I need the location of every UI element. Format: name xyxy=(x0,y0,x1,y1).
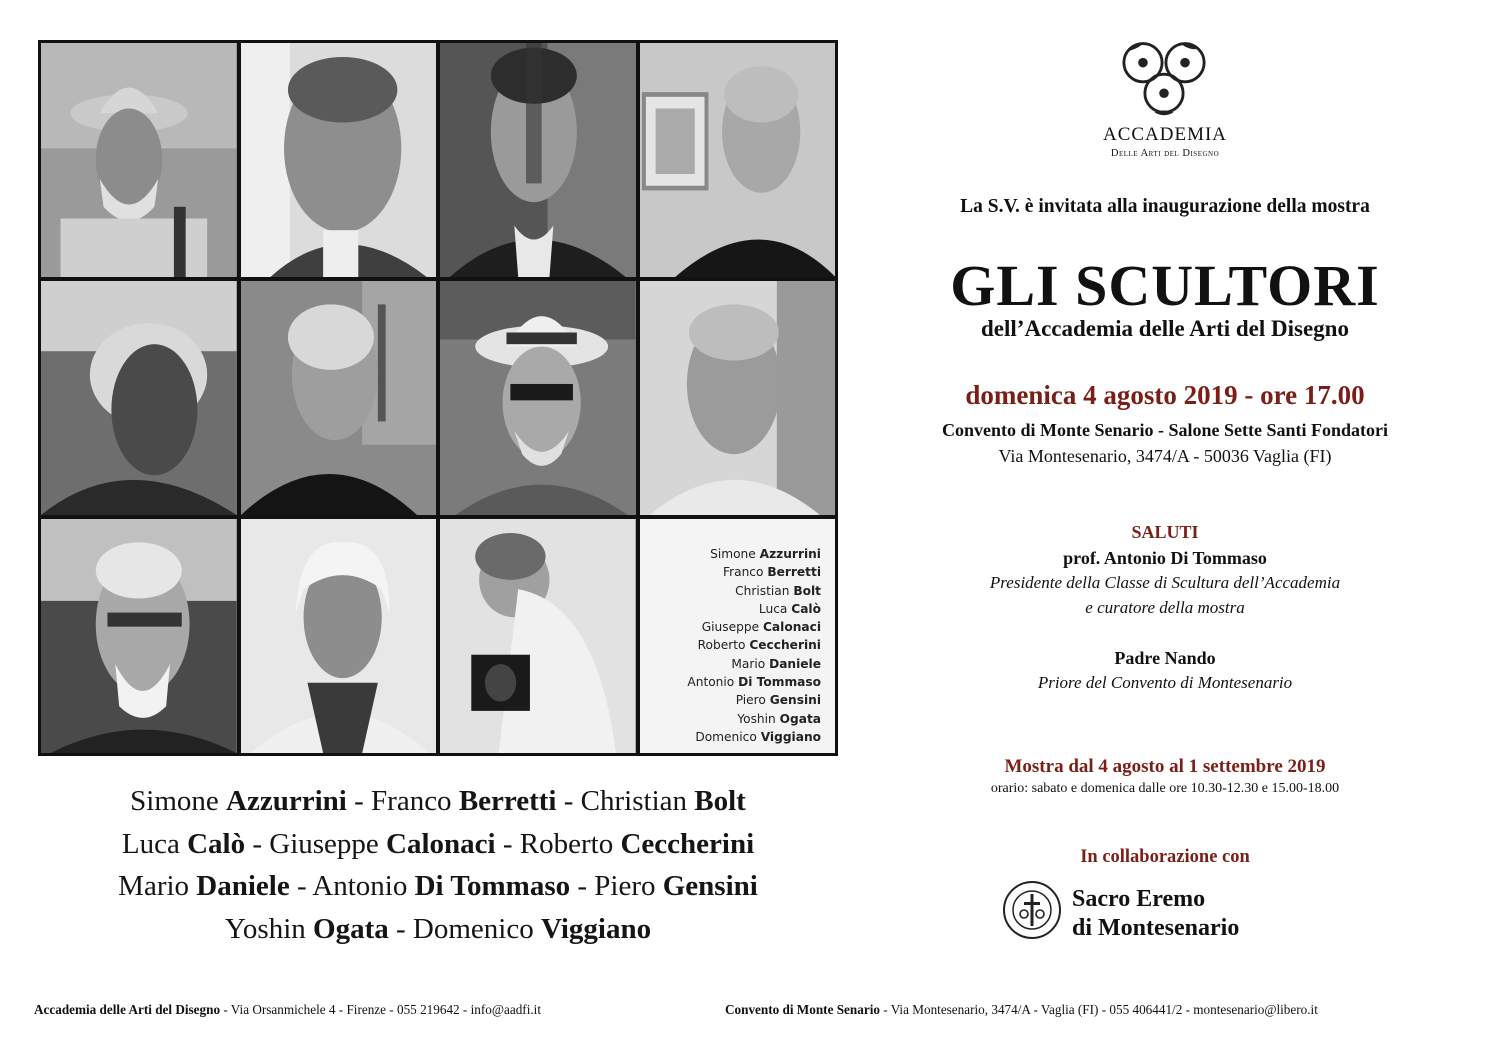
footer-org: Accademia delle Arti del Disegno xyxy=(34,1002,221,1017)
invitation-intro: La S.V. è invitata alla inaugurazione della mostra xyxy=(960,196,1370,217)
partner-name-cont: di Montesenario xyxy=(1072,915,1240,941)
artist-last-name: Berretti xyxy=(767,565,821,580)
collaboration-heading: In collaborazione con xyxy=(1080,847,1250,867)
opening-date: domenica 4 agosto 2019 - ore 17.00 xyxy=(965,380,1365,410)
portrait-photo xyxy=(241,519,437,753)
artist-name-item xyxy=(687,691,821,709)
roster-last-name: Azzurrini xyxy=(226,785,347,817)
portrait-photo xyxy=(440,43,636,277)
artist-first-name: Roberto xyxy=(697,638,746,653)
footer-org-details: - Via Orsanmichele 4 - Firenze - 055 219642 - info@aadfi.it xyxy=(220,1002,541,1017)
artist-name-item xyxy=(687,710,821,728)
exhibition-subtitle: dell’Accademia delle Arti del Disegno xyxy=(981,316,1349,341)
roster-first-name: Domenico xyxy=(412,912,534,945)
roster-last-name: Berretti xyxy=(458,785,557,817)
artist-first-name: Franco xyxy=(722,565,764,580)
speaker-1-role: Presidente della Classe di Scultura dell’Accademia xyxy=(989,573,1341,592)
artist-last-name: Viggiano xyxy=(760,729,821,744)
accademia-logo-icon xyxy=(1115,34,1213,120)
footer-convento-contact xyxy=(725,1002,1318,1018)
roster-last-name: Gensini xyxy=(662,870,758,902)
exhibition-dates: Mostra dal 4 agosto al 1 settembre 2019 xyxy=(1004,756,1326,777)
roster-line xyxy=(38,823,838,866)
venue-name: Convento di Monte Senario - Salone Sette Santi Fondatori xyxy=(941,420,1388,440)
roster-first-name: Roberto xyxy=(519,827,614,860)
greetings-heading: SALUTI xyxy=(1131,522,1199,542)
artist-last-name: Azzurrini xyxy=(759,547,821,561)
artist-names-panel xyxy=(640,519,836,753)
roster-last-name: Viggiano xyxy=(540,912,652,945)
artist-roster xyxy=(38,780,838,950)
roster-last-name: Daniele xyxy=(196,870,290,902)
roster-line xyxy=(38,780,838,823)
artist-first-name: Yoshin xyxy=(737,711,776,726)
artist-name-item xyxy=(687,673,821,691)
roster-first-name: Mario xyxy=(118,870,190,902)
roster-line xyxy=(38,865,838,908)
artist-names-list xyxy=(687,545,821,746)
footer-convento: Convento di Monte Senario xyxy=(725,1002,880,1017)
convento-seal-icon xyxy=(1002,880,1062,940)
roster-separator: - xyxy=(570,870,595,902)
artist-first-name: Mario xyxy=(731,656,766,671)
artist-name-item xyxy=(687,582,821,600)
artist-last-name: Ceccherini xyxy=(749,638,821,653)
speaker-1-name: prof. Antonio Di Tommaso xyxy=(1063,548,1267,568)
artist-first-name: Christian xyxy=(735,583,790,598)
portrait-photo xyxy=(41,519,237,753)
portrait-photo xyxy=(440,281,636,515)
footer-convento-details: - Via Montesenario, 3474/A - Vaglia (FI) - 055 406441/2 - montesenario@libero.it xyxy=(879,1002,1318,1017)
roster-separator: - xyxy=(245,827,270,860)
artist-first-name: Giuseppe xyxy=(701,620,760,635)
roster-line xyxy=(38,908,838,951)
roster-last-name: Ceccherini xyxy=(620,827,755,860)
roster-first-name: Christian xyxy=(580,785,688,817)
roster-last-name: Di Tommaso xyxy=(414,870,571,902)
artist-last-name: Ogata xyxy=(779,711,821,726)
org-name: ACCADEMIA xyxy=(1102,124,1228,145)
roster-first-name: Yoshin xyxy=(224,912,306,945)
speaker-2-role: Priore del Convento di Montesenario xyxy=(1037,673,1293,692)
portrait-photo xyxy=(640,281,836,515)
artist-last-name: Daniele xyxy=(769,656,821,671)
portrait-photo xyxy=(440,519,636,753)
roster-first-name: Antonio xyxy=(312,870,408,902)
roster-separator: - xyxy=(289,870,313,902)
artist-name-item xyxy=(687,655,821,673)
artist-name-item xyxy=(687,728,821,746)
artist-last-name: Bolt xyxy=(793,583,821,598)
roster-first-name: Piero xyxy=(594,870,656,902)
artist-name-item xyxy=(687,618,821,636)
portrait-photo xyxy=(640,43,836,277)
portrait-grid xyxy=(38,40,838,756)
roster-first-name: Giuseppe xyxy=(269,827,379,860)
roster-separator: - xyxy=(346,785,372,817)
roster-last-name: Calò xyxy=(187,827,246,860)
artist-name-item xyxy=(687,636,821,654)
footer-accademia-contact xyxy=(34,1002,541,1018)
speaker-2-name: Padre Nando xyxy=(1114,648,1216,668)
artist-last-name: Calonaci xyxy=(762,620,821,635)
speaker-1-role-cont: e curatore della mostra xyxy=(1085,598,1245,617)
artist-first-name: Simone xyxy=(710,547,756,561)
roster-separator: - xyxy=(556,785,581,817)
artist-first-name: Luca xyxy=(758,601,788,616)
roster-separator: - xyxy=(388,912,413,945)
roster-first-name: Simone xyxy=(130,785,219,817)
roster-separator: - xyxy=(495,827,520,860)
roster-last-name: Bolt xyxy=(694,785,746,817)
artist-first-name: Antonio xyxy=(687,675,735,690)
artist-first-name: Domenico xyxy=(695,729,757,744)
roster-first-name: Luca xyxy=(121,827,180,860)
portrait-photo xyxy=(41,281,237,515)
roster-last-name: Ogata xyxy=(313,912,389,945)
roster-first-name: Franco xyxy=(371,785,452,817)
artist-name-item xyxy=(687,600,821,618)
exhibition-title: GLI SCULTORI xyxy=(950,253,1380,318)
portrait-photo xyxy=(241,281,437,515)
venue-address: Via Montesenario, 3474/A - 50036 Vaglia (FI) xyxy=(998,446,1332,466)
artist-last-name: Gensini xyxy=(769,693,821,708)
roster-last-name: Calonaci xyxy=(386,827,496,860)
artist-name-item xyxy=(687,563,821,581)
partner-name: Sacro Eremo xyxy=(1072,886,1206,912)
artist-last-name: Di Tommaso xyxy=(738,675,821,690)
artist-last-name: Calò xyxy=(791,601,821,616)
portrait-photo xyxy=(41,43,237,277)
portrait-photo xyxy=(241,43,437,277)
opening-hours: orario: sabato e domenica dalle ore 10.30-12.30 e 15.00-18.00 xyxy=(990,781,1340,796)
artist-first-name: Piero xyxy=(735,693,766,708)
artist-name-item xyxy=(687,545,821,563)
org-subtitle: Delle Arti del Disegno xyxy=(1110,148,1220,159)
